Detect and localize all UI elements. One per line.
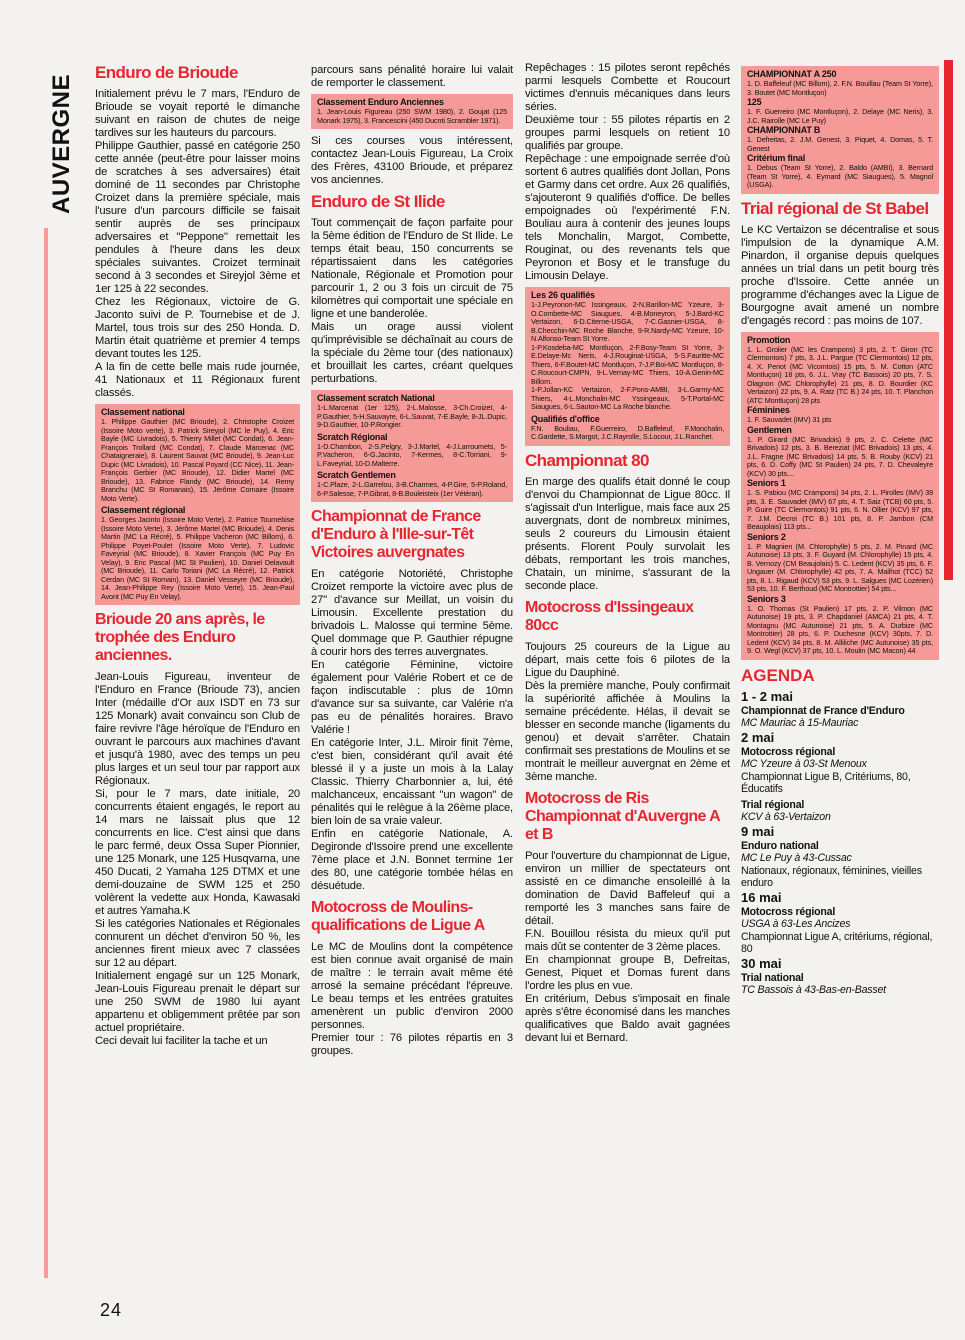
page-number: 24 [100,1300,123,1320]
box-text: 1. Debus (Team St Yorre), 2. Baldo (AMBI), 3. Bernard (Team St Yorre), 4. Eymard (MC Siaugues), 5. Magnol (USGA). [747,163,933,189]
box-text: 1. L. Grolier (MC les Crampons) 3 pts, 2. T. Giron (TC Clermontois) 7 pts, 3. J.L. Pargue (TC Clermontois) 12 pts, 4. X. Periot (MC Vicomtois) 15 pts, 5. M. Cotton (ATC Montluçon) 18 pts, 6. J.L. Vray (TC Bassois) 20 pts, 7. S. Olagnon (MC Chlorophylle) 21 pts, 8. D. Bourdier (KC Vertaizon) 22 pts, 9. A. Ratz (TC B.) 24 pts, 10. T. Planchon (ATC Montluçon) 28 pts [747,344,933,405]
agenda-details: Nationaux, régionaux, féminines, vieilles enduro [741,864,922,889]
column-2 [311,64,513,1058]
paragraph: Le KC Vertaizon se décentralise et sous l'impulsion de la dynamique A.M. Pinardon, il organise depuis quelques années un trial dans un petit bourg très proche d'Issoire. Cette année un programme d'échanges avec la Ligue de Bourgogne avait amené un nombre d'engagés record : pas moins de 107. [741,223,939,327]
results-box [95,404,300,605]
agenda-place: TC Bassois à 43-Bas-en-Basset [741,984,886,996]
results-box [741,66,939,194]
box-text: 1. Jean-Louis Figureau (250 SWM 1980), 2. Goujat (125 Monark 1975), 3. Francescini (450 Ducnti Scrambler 1971). [317,107,507,125]
section-label: AUVERGNE [48,73,75,214]
box-heading: Seniors 1 [747,478,786,488]
paragraph: parcours sans pénalité horaire lui valait de remporter le classement. [311,64,513,89]
box-text: F.N. Bouliau, F.Guerreiro, D.Baffeleuf, F.Monchalin, C.Gardette, S.Margot, J.C.Rayrolle, S.Locour, J.L.Ranchet. [531,423,724,441]
box-heading: 125 [747,97,762,107]
paragraph: Repêchage : une empoignade serrée d'où sortent 6 autres qualifiés dont Jollan, Pons et Garmy dans cet ordre. Aux 26 qualifiés, s'ajouteront 9 qualifiés d'office. De belles empoignades où l'expérimenté F.N. Bouliau aura à contenir des jeunes loups tels Monchalin, Margot, Combette, Rouginat, ou des revenants tels que Peyronon et Bosy et le transfuge du Limousin Delaye. [525,153,730,282]
paragraph: En catégorie Féminine, victoire également pour Valérie Robert et ce de façon indiscutable : plus de 10mn d'avance sur sa suivante, car Valérie n'a pas eu de pénalités horaires. Bravo Valérie ! [311,659,513,736]
box-heading: Scratch Régional [317,431,388,442]
paragraph: Tout commençait de façon parfaite pour la 5ème édition de l'Enduro de St Ilide. Le temps était beau, 150 concurrents se répartissaient dans les catégories Nationale, Régionale et Promotion pour parcourir 1, 2 ou 3 fois un circuit de 75 kilomètres qui comportait une spéciale en ligne et une banderolée. [311,217,513,320]
box-text: 1-J.Peyronon-MC Issingeaux, 2-N.Barillon-MC Yzeure, 3-O.Combette-MC Siaugues, 4-B.Moneyron, 5-J.Bard-KC Vertaizon, 6-D.Citerne-USGA, 7-C.Gasnier-USGA, 8-B.Checchin-MC Roche Blanche, 9-R.Nardy-MC Yzeure, 10-N.Alfonso-Team St Yorre. [531,300,724,343]
agenda-place: KCV à 63-Vertaizon [741,811,831,823]
box-text: 1-L.Marcenat (1er 125), 2-L.Malosse, 3-Ch.Croizet, 4-P.Gauthier, 5-H.Sauvayre, 6-L.Sauvat, 7-E.Bayle, 8-JL.Dupic, 9-D.Gauthier, 10-P.Rongier. [317,403,507,429]
agenda-event: Trial national [741,971,804,984]
results-box [311,390,513,502]
paragraph: En catégorie Inter, J.L. Miroir finit 7ème, c'est bien, considérant qu'il avait été blessé il y a juste un mois à la Lalay Classic. Thierry Charbonnier a, lui, été malchanceux, encaissant "un wagon" de pénalités qui le relègue à la 26ème place, bien loin de sa vraie valeur. [311,737,513,827]
box-heading: Qualifiés d'office [531,413,600,424]
results-box [525,287,730,446]
paragraph: En championnat groupe B, Defreitas, Genest, Piquet et Domas furent dans l'ordre les plus en vue. [525,953,730,992]
paragraph: Ceci devait lui faciliter la tache et un [95,1035,268,1047]
paragraph: Initialement prévu le 7 mars, l'Enduro de Brioude se voyait reporté le dimanche suivant en raison de chutes de neige tardives sur les hauteurs du parcours. [95,88,300,139]
agenda-date: 2 mai [741,729,775,745]
agenda-details: Championnat Ligue B, Critériums, 80, Éducatifs [741,770,911,795]
paragraph: Si, pour le 7 mars, date initiale, 20 concurrents étaient engagés, le report au 14 mars ne laissait plus que 12 concurrents en lice. C'est ainsi que dans le parc fermé, deux Ossa Super Pionnier, une 125 Monark, une 125 Husqvarna, une 450 Ducati, 2 Yamaha 125 DTMX et une demi-douzaine de SWM 125 et 250 volèrent la vedette aux Honda, Kawasaki et autres Yamaha.K [95,788,300,917]
agenda-details: Championnat Ligue A, critériums, régional, 80 [741,930,933,955]
agenda-place: MC Mauriac à 15-Mauriac [741,717,859,729]
agenda-date: 9 mai [741,823,775,839]
paragraph: Toujours 25 coureurs de la Ligue au départ, mais cette fois 6 pilotes de la Ligue du Dauphiné. [525,640,730,679]
article-title: Enduro de Brioude [95,63,238,82]
results-box [741,332,939,660]
agenda-date: 16 mai [741,889,782,905]
agenda-event: Motocross régional [741,905,836,918]
paragraph: Repêchages : 15 pilotes seront repêchés parmi lesquels Combette et Roucourt victimes d'ennuis mécaniques dans leurs séries. [525,62,730,113]
paragraph: Si les catégories Nationales et Régionales connurent un déchet d'environ 50 %, les anciennes firent mieux avec 7 classées sur 12 au départ. [95,918,300,969]
article-title: Brioude 20 ans après, le trophée des Enduro anciennes. [95,611,265,664]
paragraph: Philippe Gauthier, passé en catégorie 250 cette année (peut-être pour laisser moins de scratches à ses adversaires) était dominé de 11 secondes par Christophe Croizet dans la première spéciale, mais l'usure d'un parcours difficile se faisait sentir auprès de ses principaux adversaires et "Peppone" remettait les pendules à l'heure dans les deux spéciales suivantes. Croizet terminait second à 3 secondes et Sireyjol 3ème et 1er 125 à 22 secondes. [95,140,300,295]
box-text: 1. P. Magnien (M. Chlorophylle) 5 pts, 2. M. Pinard (MC Autunoise) 13 pts, 3. F. Guyard (M. Chlorophylle) 15 pts, 4. B. Vernozy (CM Beaujolais) 5. C. Ledent (KCV) 35 pts, 6. F. Ungauer (M. Chlorophylle) 42 pts, 7. A. Mailhot (TCC) 52 pts, 8. L. Rigaud (KCV) 53 pts, 9. L. Salgues (MC Lozérien) 53 pts, 10. F. Berthoud (MC Montrottier) 54 pts... [747,541,933,593]
box-text: 1-P.Jollan-KC Vertaizon, 2-F.Pons-AMBI, 3-L.Garmy-MC Thiers, 4-L.Monchalin-MC Yssingeaux, 5-T.Portal-MC Siaugues, 6-L.Sauton-MC La Roche blanche. [531,385,724,411]
agenda-item [741,890,939,956]
box-heading: Classement Enduro Anciennes [317,97,444,107]
box-heading: CHAMPIONNAT B [747,125,821,135]
paragraph: Dès la première manche, Pouly confirmait la supériorité affichée à Moulins la semaine précédente. Hélas, il devait se blesser en seconde manche (ligaments du genou) et devait s'arrêter. Chatain confirmait ses prestations de Moulins et se montrait le meilleur auvergnat en 2ème et 3ème manche. [525,679,730,783]
column-4 [741,66,939,997]
paragraph: En catégorie Notoriété, Christophe Croizet remporte la victoire avec plus de 27'' d'avance sur Meillat, un voisin du Limousin. Excellente prestation du brivadois L. Malosse qui termine 5ème. Quel dommage que P. Gauthier répugne à courir hors des terres auvergnates. [311,568,513,658]
agenda-item [741,799,939,824]
box-text: 1. F. Sauvadet (IMV) 31 pts [747,415,832,424]
box-heading: Classement national [101,407,185,417]
box-text: 1. F. Guerreiro (MC Montluçon), 2. Delaye (MC Neris), 3. J.C. Rairolle (MC Le Puy) [747,107,933,125]
section-stripe [44,228,48,1278]
box-heading: Promotion [747,334,791,345]
agenda-title: AGENDA [741,665,815,685]
agenda-place: MC Yzeure à 03-St Menoux [741,758,867,770]
box-text: 1. S. Pabiou (MC Crampons) 34 pts, 2. L. Pirolles (IMV) 39 pts, 3. E. Sauvadet (IMV) 67 pts, 4. T. Saiz (TCB) 60 pts, 5. P. Guire (TC Clermontois) 91 pts, 6. N. Ollier (KCV) 97 pts, 7. J.M. Decroi (TC B.) 101 pts, 8. P. Jambon (CM Beaujolais) 113 pts... [747,488,933,531]
agenda-item [741,956,939,997]
right-edge-stripe [944,60,953,580]
box-text: 1. Defreitas, 2. J.M. Genest, 3. Piquet, 4. Domas, 5. T. Genest [747,135,933,153]
box-text: 1. Georges Jacinto (Issoire Moto Verte), 2. Patrice Tournebise (Issoire Moto Verte), 3. Jérôme Martel (MC Brioude), 4. Denis Martin (MC La Récré), 5. Philippe Vacheron (MC Billom), 6. Philippe Poyet-Poulet (Issoire Moto Verte), 7. Ludovic Faveyrial (MC Brioude), 8. Xavier François (MC Puy En Velay), 9. Eric Pascal (MC St Paulien), 10. Daniel Delavault (MC Brioude), 11. Carlo Toriani (MC La Récré), 12. Patrick Cerdan (MC St Romain), 13. Daniel Vesseyre (MC Brioude), 14. Jean-Philippe Rey (Issoire Moto Verte), 15. Jean-Paul Avont (MC Puy En Velay). [101,515,294,601]
box-text: 1. Philippe Gauthier (MC Brioude), 2. Christophe Croizet (Issoire Moto verte), 3. Patrick Sireyjol (MC le Puy), 4. Eric Bayle (MC Livradois), 5. Thierry Millet (MC Condat), 6. Jean-François Trollard (MC Condat), 7. Claude Marcenac (MC Chataigneraie), 8. Laurent Sauvat (MC Brioude), 9. Jean-Luc Dupic (MC Livradois), 10. Pascal Poyard (CC Nice), 11. Jean-François Gerbier (MC Brioude), 12. Didier Martel (MC Brioude), 13. Fabrice Flandy (MC Brioude), 14. Remy Branchu (MC St Romanais), 15. Jérôme Cornaire (Issoire Moto Verte). [101,417,294,503]
agenda-item [741,824,939,890]
box-text: 1-C.Plaze, 2-L.Garrelou, 3-B.Charmes, 4-P.Gire, 5-P.Roland, 6-P.Salesse, 7-P.Gibrat, 8-B.Bouleisteix (1er Vétéran). [317,480,507,498]
paragraph: Deuxième tour : 55 pilotes répartis en 2 groupes parmi lesquels on retient 10 qualifiés par groupe. [525,114,730,152]
box-text: 1. D. Baffeleuf (MC Billom), 2. F.N. Bouillau (Team St Yorre), 3. Boutet (MC Montluçon) [747,79,933,97]
agenda-place: MC Le Puy à 43-Cussac [741,852,852,864]
paragraph: En critérium, Debus s'imposait en finale après s'être économisé dans les manches qualificatives que Baldo avait gagnées devant lui et Bernard. [525,992,730,1044]
paragraph: F.N. Bouillou résista du mieux qu'il put mais dût se contenter de 3 2ème places. [525,927,730,953]
box-text: 1. P. Girard (MC Brivadois) 9 pts, 2. C. Celette (MC Brivadois) 12 pts, 3. B. Bereziat (MC Brivadois) 13 pts, 4. J.L. Fragne (MC Brivadois) 14 pts, 5. B. Rouby (KCV) 21 pts, 6. D. Coffy (MC St Paulien) 24 pts, 7. D. Chevaleyre (KCV) 30 pts.... [747,434,933,478]
paragraph: Jean-Louis Figureau, inventeur de l'Enduro en France (Brioude 73), ancien Inter (médaille d'Or aux ISDT en 73 sur 125 Monark) avait convaincu son Club de faire revivre l'âge héroïque de l'Enduro en ouvrant le parcours aux machines d'avant et jusqu'à 1980, avec des temps un peu plus larges et un seul tour par rapport aux Régionaux. [95,671,300,787]
box-heading: Féminines [747,405,790,415]
paragraph: Si ces courses vous intéressent, contactez Jean-Louis Figureau, La Croix des Frères, 43100 Brioude, et préparez vos anciennes. [311,135,513,186]
box-heading: CHAMPIONNAT A 250 [747,69,837,79]
agenda-list [741,689,939,997]
box-heading: Classement scratch National [317,393,435,403]
paragraph: Enfin en catégorie Nationale, A. Degironde d'Issoire prend une excellente 7ème place et J.N. Bonnet termine 1er des 80, une catégorie tombée hélas en désuétude. [311,828,513,892]
agenda-event: Enduro national [741,839,819,852]
agenda-item [741,730,939,796]
paragraph: Pour l'ouverture du championnat de Ligue, environ un millier de spectateurs ont assisté en ce dimanche ensoleillé à la domination de David Baffeleuf qui a remporté les 3 manches sans faire de détail. [525,849,730,927]
article-title: Championnat de France d'Enduro à l'Ille-sur-Têt Victoires auvergnates [311,508,481,561]
paragraph: Le MC de Moulins dont la compétence est bien connue avait organisé de main de maître : le terrain avait même été arrosé la semaine précédant l'épreuve. Le beau temps et les entrées gratuites amenèrent un public d'environ 2000 personnes. [311,941,513,1031]
agenda-item [741,689,939,730]
column-3 [525,62,730,1045]
box-heading: Classement régional [101,505,186,515]
paragraph: Chez les Régionaux, victoire de G. Jaconto suivi de P. Tournebise et de J. Martel, tous trois sur des 250 Honda. D. Martin était quatrième et premier 4 temps devant toutes les 125. [95,296,300,360]
paragraph: Premier tour : 76 pilotes répartis en 3 groupes. [311,1032,513,1057]
article-title: Motocross d'Issingeaux 80cc [525,598,694,634]
paragraph: A la fin de cette belle mais rude journée, 41 Nationaux et 11 Régionaux furent classés. [95,361,300,399]
box-heading: Seniors 3 [747,593,786,604]
box-text: 1-P.Kosdeba-MC Montluçon, 2-F.Bosy-Team St Yorre, 3-E.Delaye-Mc Neris, 4-J.Rouginat-USGA, 5-S.Fauritte-MC Thiers, 6-F.Boutet-MC Montluçon, 7-J.P.Boi-MC Montluçon, 8-C.Roucourt-CMPN, 9-L.Vernay-MC Thiers, 10-A.Genin-MC Billom. [531,342,724,386]
article-title: Motocross de Ris Championnat d'Auvergne A et B [525,789,720,843]
box-heading: Critérium final [747,153,806,163]
paragraph: Initialement engagé sur un 125 Monark, Jean-Louis Figureau prenait le départ sur une 250 SWM de 1980 lui ayant appartenu et obligemment prêtée par son actuel propriétaire. [95,970,300,1034]
article-title: Trial régional de St Babel [741,198,929,218]
paragraph: En marge des qualifs était donné le coup d'envoi du Championnat de Ligue 80cc. Il s'agissait d'un Interligue, mais face aux 25 auvergnats, dont de nombreux minimes, seuls 2 coureurs du Limousin étaient présents. Florent Pouly survolait les débats, remportant les trois manches, Chatain, un minime, s'assurant de la seconde place. [525,475,730,592]
box-text: 1-D.Chambon, 2-S.Pelgry, 3-J.Martel, 4-J.Larroumets, 5-P.Vacheron, 6-G.Jacinto, 7-Kermes, 8-C.Torriani, 9-L.Faveyrial, 10-D.Malterre. [317,441,507,468]
box-heading: Scratch Gentlemen [317,470,396,480]
article-title: Motocross de Moulins-qualifications de Ligue A [311,899,485,934]
agenda-event: Motocross régional [741,745,836,758]
article-title: Enduro de St Ilide [311,192,445,211]
box-text: 1. O. Thomas (St Paulien) 17 pts, 2. P. Vilmon (MC Autunoise) 19 pts, 3. P. Chapdaniel (AMCA) 21 pts, 4. T. Montagnu (MC Autunoise) 21 pts, 5. A. Durbize (MC Montrottier) 28 pts, 6. P. Duchesne (KCV) 30pts, 7. D. Ledent (KCV) 34 pts, 8. M. Alliliche (MC Autunoise) 35 pts, 9. O. Wegl (KCV) 37 pts, 10. L. Moulin (MC Macon) 44 [747,603,933,655]
agenda-place: USGA à 63-Les Ancizes [741,918,851,930]
agenda-date: 1 - 2 mai [741,688,794,704]
results-box [311,94,513,129]
box-heading: Seniors 2 [747,531,786,542]
agenda-event: Trial régional [741,798,805,811]
box-heading: Les 26 qualifiés [531,290,595,300]
paragraph: Mais un orage aussi violent qu'imprévisible se déchaînait au cours de la spéciale du 2ème tour (des nationaux) et brouillait les cartes, créant quelques perturbations. [311,321,513,385]
column-1 [95,62,300,1048]
box-heading: Gentlemen [747,424,792,435]
agenda-date: 30 mai [741,955,782,971]
agenda-event: Championnat de France d'Enduro [741,704,905,717]
article-title: Championnat 80 [525,450,649,470]
